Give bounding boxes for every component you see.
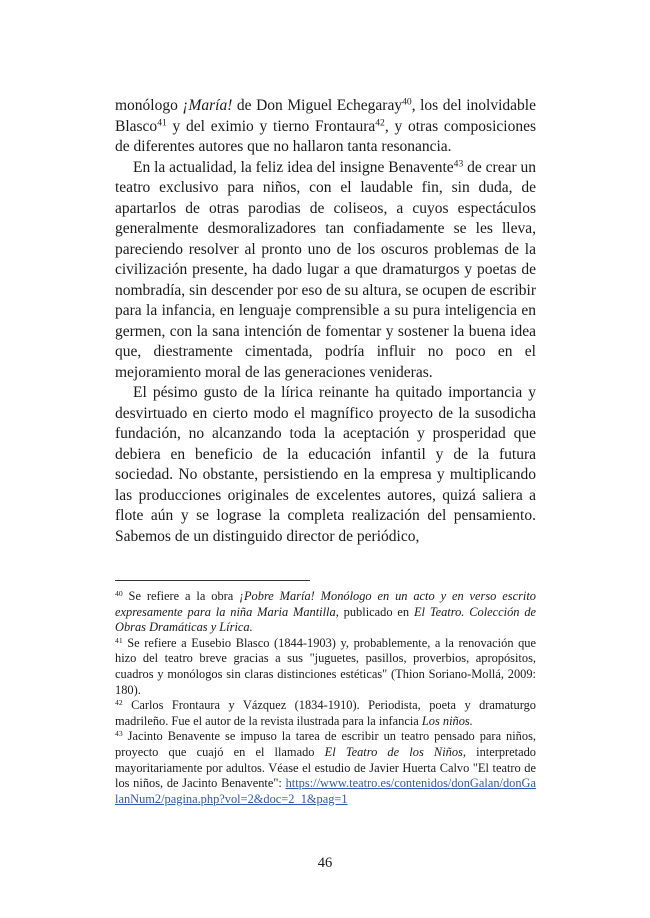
text-run: de crear un teatro exclusivo para niños, con el laudable fin, sin duda, de apartarlos de otras parodias de coliseos, a cuyos espectáculos generalmente desmoralizadores tan confiadamente se les lleva, pareciendo resolver al pronto uno de los oscuros problemas de la civilización presente, ha dado lugar a que dramaturgos y poetas de nombradía, sin descender por eso de su altura, se ocupen de escribir para la infancia, en lenguaje comprensible a su pura inteligencia en germen, con la sana intención de fomentar y sostener la buena idea que, diestramente cimentada, podría influir no poco en el mejoramiento moral de las generaciones venideras. (115, 158, 536, 381)
italic-text: El Teatro de los Niños (324, 744, 463, 759)
footnote-link[interactable]: https://www.teatro.es/contenidos/donGalan/donGalanNum2/pagina.php?vol=2&doc=2_1&pag=1 (115, 776, 536, 806)
italic-text: ¡María! (182, 97, 233, 114)
text-run: , publicado en (335, 604, 414, 619)
footnote-ref: 42 (375, 117, 385, 129)
footnote-ref: 40 (402, 96, 412, 108)
footnotes (115, 589, 536, 807)
page-number: 46 (317, 855, 333, 871)
footnote (115, 589, 536, 636)
text-run: En la actualidad, la feliz idea del insigne Benavente (133, 158, 454, 176)
text-run: , interpretado mayoritariamente por adultos. Véase el estudio de Javier Huerta Calvo "El teatro de los niños, de Jacinto Benavente": (115, 744, 536, 791)
footnote-separator (115, 580, 310, 581)
footnote-ref: 43 (115, 729, 123, 739)
text-run: Jacinto Benavente se impuso la tarea de escribir un teatro pensado para niños, proyecto que cuajó en el llamado (115, 729, 536, 759)
footnote (115, 636, 536, 698)
text-run: y del eximio y tierno Frontaura (166, 117, 376, 135)
text-run: Se refiere a la obra (122, 589, 240, 603)
footnote (115, 729, 536, 807)
text-run: de Don Miguel Echegaray (232, 97, 403, 114)
main-text (115, 96, 536, 547)
footnote-ref: 41 (115, 635, 123, 645)
text-run: El pésimo gusto de la lírica reinante ha quitado importancia y desvirtuado en cierto modo el magnífico proyecto de la susodicha fundación, no alcanzando toda la aceptación y prosperidad que debiera en beneficio de la educación infantil y de la futura sociedad. No obstante, persistiendo en la empresa y multiplicando las producciones originales de excelentes autores, quizá saliera a flote aún y se lograse la completa realización del pensamiento. Sabemos de un distinguido director de periódico, (115, 384, 536, 545)
footnote (115, 698, 536, 729)
italic-text: ¡Pobre María! Monólogo en un acto y en verso escrito expresamente para la niña Maria Mantilla (115, 589, 536, 619)
text-run: , y otras composiciones de diferentes autores que no hallaron tanta resonancia. (115, 117, 536, 155)
text-run: Se refiere a Eusebio Blasco (1844-1903) y, probablemente, a la renovación que hizo del teatro breve gracias a sus "juguetes, pasillos, proverbios, apropósitos, cuadros y monólogos sin claras distinciones estéticas" (Thion Soriano-Mollá, 2009: 180). (115, 635, 536, 697)
paragraph (115, 158, 536, 384)
italic-text: El Teatro. Colección de Obras Dramáticas y Lírica. (115, 604, 537, 635)
italic-text: Los niños. (421, 713, 473, 728)
footnote-ref: 40 (115, 588, 123, 598)
text-run: monólogo (115, 97, 183, 114)
footnote-ref: 43 (453, 158, 464, 170)
paragraph (115, 96, 536, 158)
footnote-ref: 41 (157, 117, 167, 129)
footnote-ref: 42 (115, 697, 123, 707)
text-run: Carlos Frontaura y Vázquez (1834-1910). Periodista, poeta y dramaturgo madrileño. Fue el autor de la revista ilustrada para la infancia (115, 698, 536, 728)
paragraph (115, 383, 536, 547)
text-run: , los del inolvidable Blasco (115, 97, 536, 135)
